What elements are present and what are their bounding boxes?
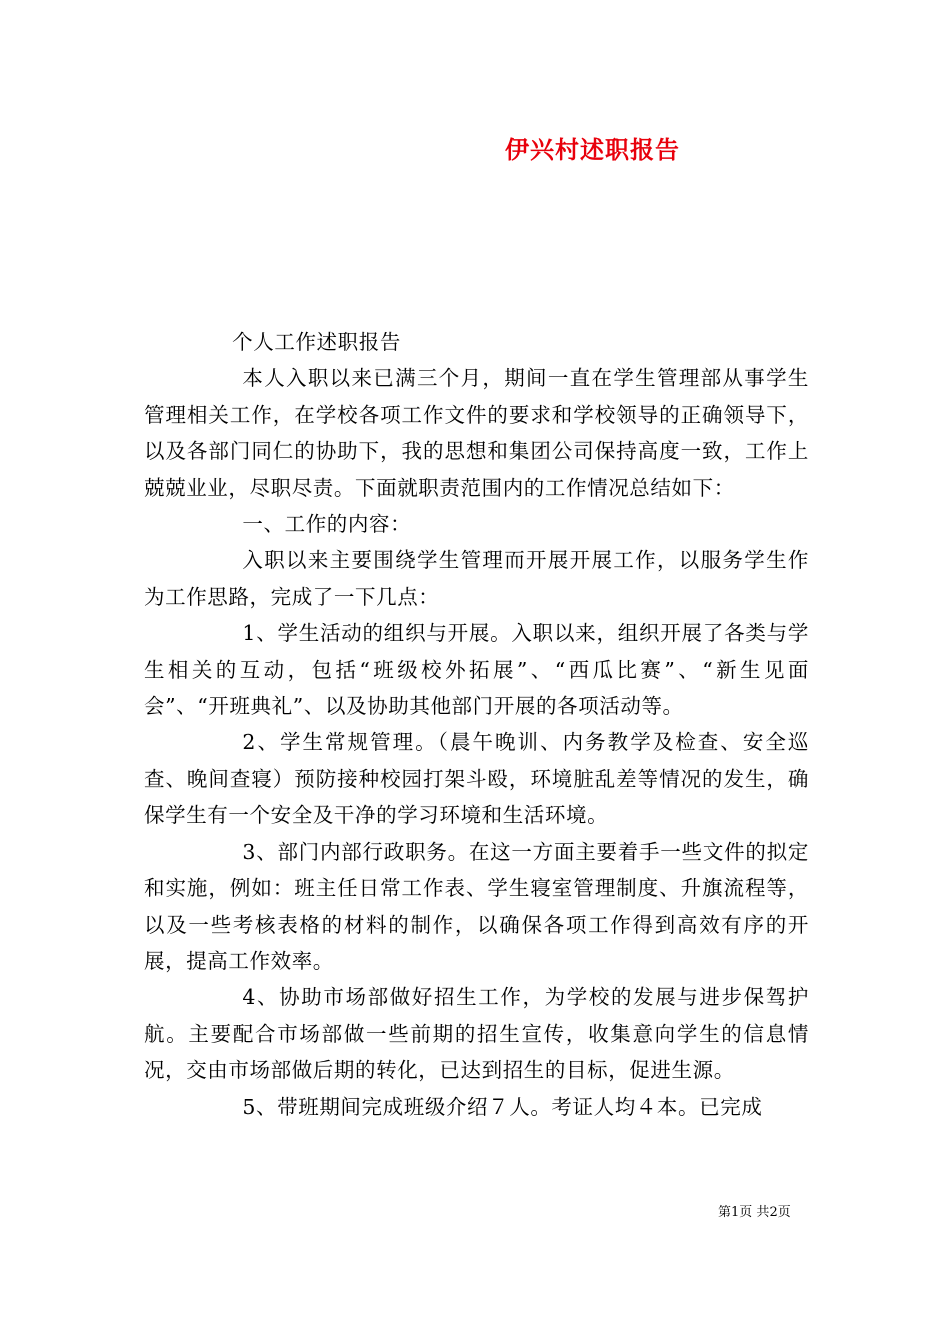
- document-body: [144, 324, 809, 1125]
- intro-paragraph: 本人入职以来已满三个月，期间一直在学生管理部从事学生管理相关工作，在学校各项工作文件的要求和学校领导的正确领导下，以及各部门同仁的协助下，我的思想和集团公司保持高度一致，工作上兢兢业业，尽职尽责。下面就职责范围内的工作情况总结如下：: [144, 366, 809, 500]
- document-title: 伊兴村述职报告: [505, 135, 680, 164]
- footer-suffix: 页: [777, 1205, 791, 1220]
- footer-middle: 页 共: [739, 1205, 770, 1220]
- list-item-2: 2、学生常规管理。（晨午晚训、内务教学及检查、安全巡查、晚间查寝）预防接种校园打架斗殴，环境脏乱差等情况的发生，确保学生有一个安全及干净的学习环境和生活环境。: [144, 730, 809, 828]
- subsection-heading: 一、工作的内容：: [242, 512, 412, 537]
- work-summary-paragraph: 入职以来主要围绕学生管理而开展开展工作，以服务学生作为工作思路，完成了一下几点：: [144, 548, 809, 609]
- list-item-4: 4、协助市场部做好招生工作，为学校的发展与进步保驾护航。主要配合市场部做一些前期的招生宣传，收集意向学生的信息情况，交由市场部做后期的转化，已达到招生的目标，促进生源。: [144, 985, 809, 1083]
- footer-total-pages: 2: [769, 1205, 778, 1220]
- page-number-footer: [718, 1204, 791, 1222]
- footer-current-page: 1: [731, 1205, 740, 1220]
- section-heading: 个人工作述职报告: [232, 330, 401, 354]
- footer-prefix: 第: [718, 1205, 732, 1220]
- list-item-3: 3、部门内部行政职务。在这一方面主要着手一些文件的拟定和实施，例如：班主任日常工作表、学生寝室管理制度、升旗流程等，以及一些考核表格的材料的制作，以确保各项工作得到高效有序的开展，提高工作效率。: [144, 839, 809, 973]
- list-item-5: 5、带班期间完成班级介绍７人。考证人均４本。已完成: [242, 1094, 763, 1119]
- list-item-1: 1、学生活动的组织与开展。入职以来，组织开展了各类与学生相关的互动，包括“班级校外拓展”、“西瓜比赛”、“新生见面会”、“开班典礼”、以及协助其他部门开展的各项活动等。: [144, 621, 809, 719]
